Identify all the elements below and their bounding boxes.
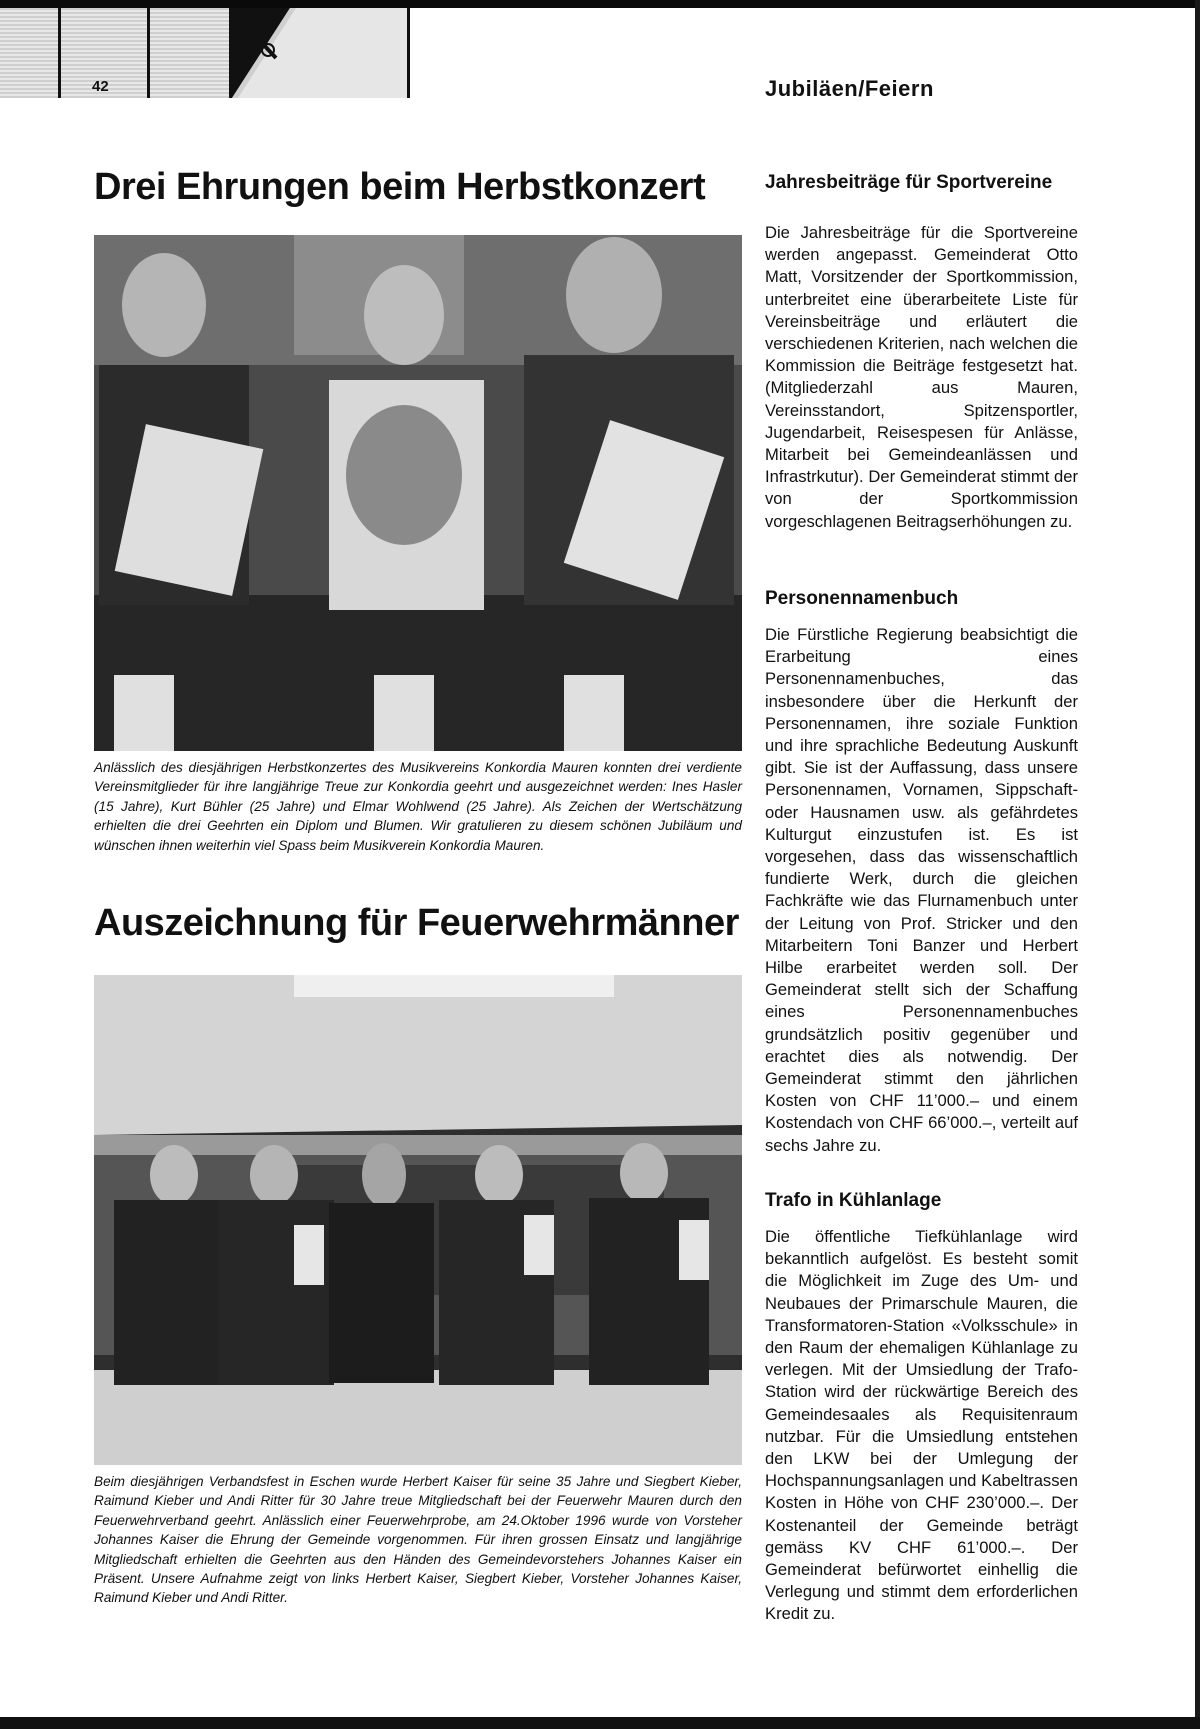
page-number: 42 bbox=[92, 78, 109, 95]
article2-title: Auszeichnung für Feuerwehrmänner bbox=[94, 902, 739, 944]
sidebar-s2-title: Personennamenbuch bbox=[765, 588, 959, 609]
sidebar-s3-title: Trafo in Kühlanlage bbox=[765, 1190, 942, 1211]
article2-caption: Beim diesjährigen Verbandsfest in Eschen wurde Herbert Kaiser für seine 35 Jahre und Siegbert Kieber, Raimund Kieber und Andi Ritter für 30 Jahre treue Mitgliedschaft bei der Feuerwehr Mauren durch den Feuerwehrverband geehrt. Anlässlich einer Feuerwehrprobe, am 24.Oktober 1996 wurde von Vorsteher Johannes Kaiser die Ehrung der Gemeinde vorgenommen. Für ihren grossen Einsatz und langjährige Mitgliedschaft erhielten die Geehrten aus den Händen des Gemeindevorstehers Johannes Kaiser ein Präsent. Unsere Aufnahme zeigt von links Herbert Kaiser, Siegbert Kieber, Vorsteher Johannes Kaiser, Raimund Kieber und Andi Ritter. bbox=[94, 1474, 742, 1606]
scan-edge-bottom bbox=[0, 1717, 1200, 1729]
sidebar-s1-title: Jahresbeiträge für Sportvereine bbox=[765, 172, 1053, 193]
sidebar-s3-body: Die öffentliche Tiefkühlanlage wird bekanntlich aufgelöst. Es besteht somit die Möglichkeit im Zuge des Um- und Neubaues der Primarschule Mauren, die Transformatoren-Station «Volksschule» in den Raum der ehemaligen Kühlanlage zu verlegen. Mit der Umsiedlung der Trafo-Station wird der rückwärtige Bereich des Gemeindesaales als Requisitenraum nutzbar. Für die Umsiedlung entstehen den LKW bei der Umlegung der Hochspannungsanlagen und Kabeltrassen Kosten in Höhe von CHF 230’000.–. Der Kostenanteil der Gemeinde beträgt gemäss KV CHF 61’000.–. Der Gemeinderat befürwortet einhellig die Verlegung und stimmt dem erforderlichen Kredit zu. bbox=[765, 1227, 1078, 1624]
header-box-2 bbox=[150, 8, 232, 98]
sidebar-s1-body: Die Jahresbeiträge für die Sportvereine werden angepasst. Gemeinderat Otto Matt, Vorsitzender der Sportkommission, unterbreitet eine überarbeitete Liste für Vereinsbeiträge und erläutert die verschiedenen Kriterien, nach welchen die Kommission die Beiträge festgesetzt hat. (Mitgliederzahl aus Mauren, Vereinsstandort, Spitzensportler, Jugendarbeit, Reisespesen für Anlässe, Mitarbeit bei Gemeindeanlässen und Infrastrkutur). Der Gemeinderat stimmt der von der Sportkommission vorgeschlagenen Beitragserhöhungen zu. bbox=[765, 223, 1078, 531]
article1-title: Drei Ehrungen beim Herbstkonzert bbox=[94, 166, 706, 208]
crossed-tools-icon bbox=[232, 8, 410, 98]
article1-caption: Anlässlich des diesjährigen Herbstkonzertes des Musikvereins Konkordia Mauren konnten drei verdiente Vereinsmitglieder für ihre langjährige Treue zur Konkordia geehrt und ausgezeichnet werden: Ines Hasler (15 Jahre), Kurt Bühler (25 Jahre) und Elmar Wohlwend (25 Jahre). Als Zeichen der Wertschätzung erhielten die drei Geehrten ein Diplom und Blumen. Wir gratulieren zu diesem schönen Jubiläum und wünschen ihnen weiterhin viel Spass beim Musikverein Konkordia Mauren. bbox=[94, 760, 742, 853]
scan-edge-right bbox=[1195, 0, 1200, 1729]
top-rule bbox=[0, 0, 1200, 8]
group-photo-icon bbox=[94, 975, 742, 1465]
group-photo-icon bbox=[94, 235, 742, 751]
section-title: Jubiläen/Feiern bbox=[765, 76, 934, 101]
sidebar-s2-body: Die Fürstliche Regierung beabsichtigt die Erarbeitung eines Personennamenbuches, das insbesondere über die Herkunft der Personennamen, ihre soziale Funktion und ihre sprachliche Bedeutung Auskunft gibt. Sie ist der Auffassung, dass unsere Personennamen, Vornamen, Sippschaft- oder Hausnamen usw. als gefährdetes Kulturgut einzustufen ist. Es ist vorgesehen, dass das wissenschaftlich fundierte Werk, durch die gleichen Fachkräfte wie das Flurnamenbuch unter der Leitung von Prof. Stricker und den Mitarbeitern Toni Banzer und Herbert Hilbe erarbeitet werden soll. Der Gemeinderat stellt sich der Schaffung eines Personennamenbuches grundsätzlich positiv gegenüber und erachtet dies als notwendig. Der Gemeinderat stimmt den jährlichen Kosten von CHF 11’000.– und einem Kostendach von CHF 66’000.–, verteilt auf sechs Jahre zu. bbox=[765, 625, 1078, 1155]
